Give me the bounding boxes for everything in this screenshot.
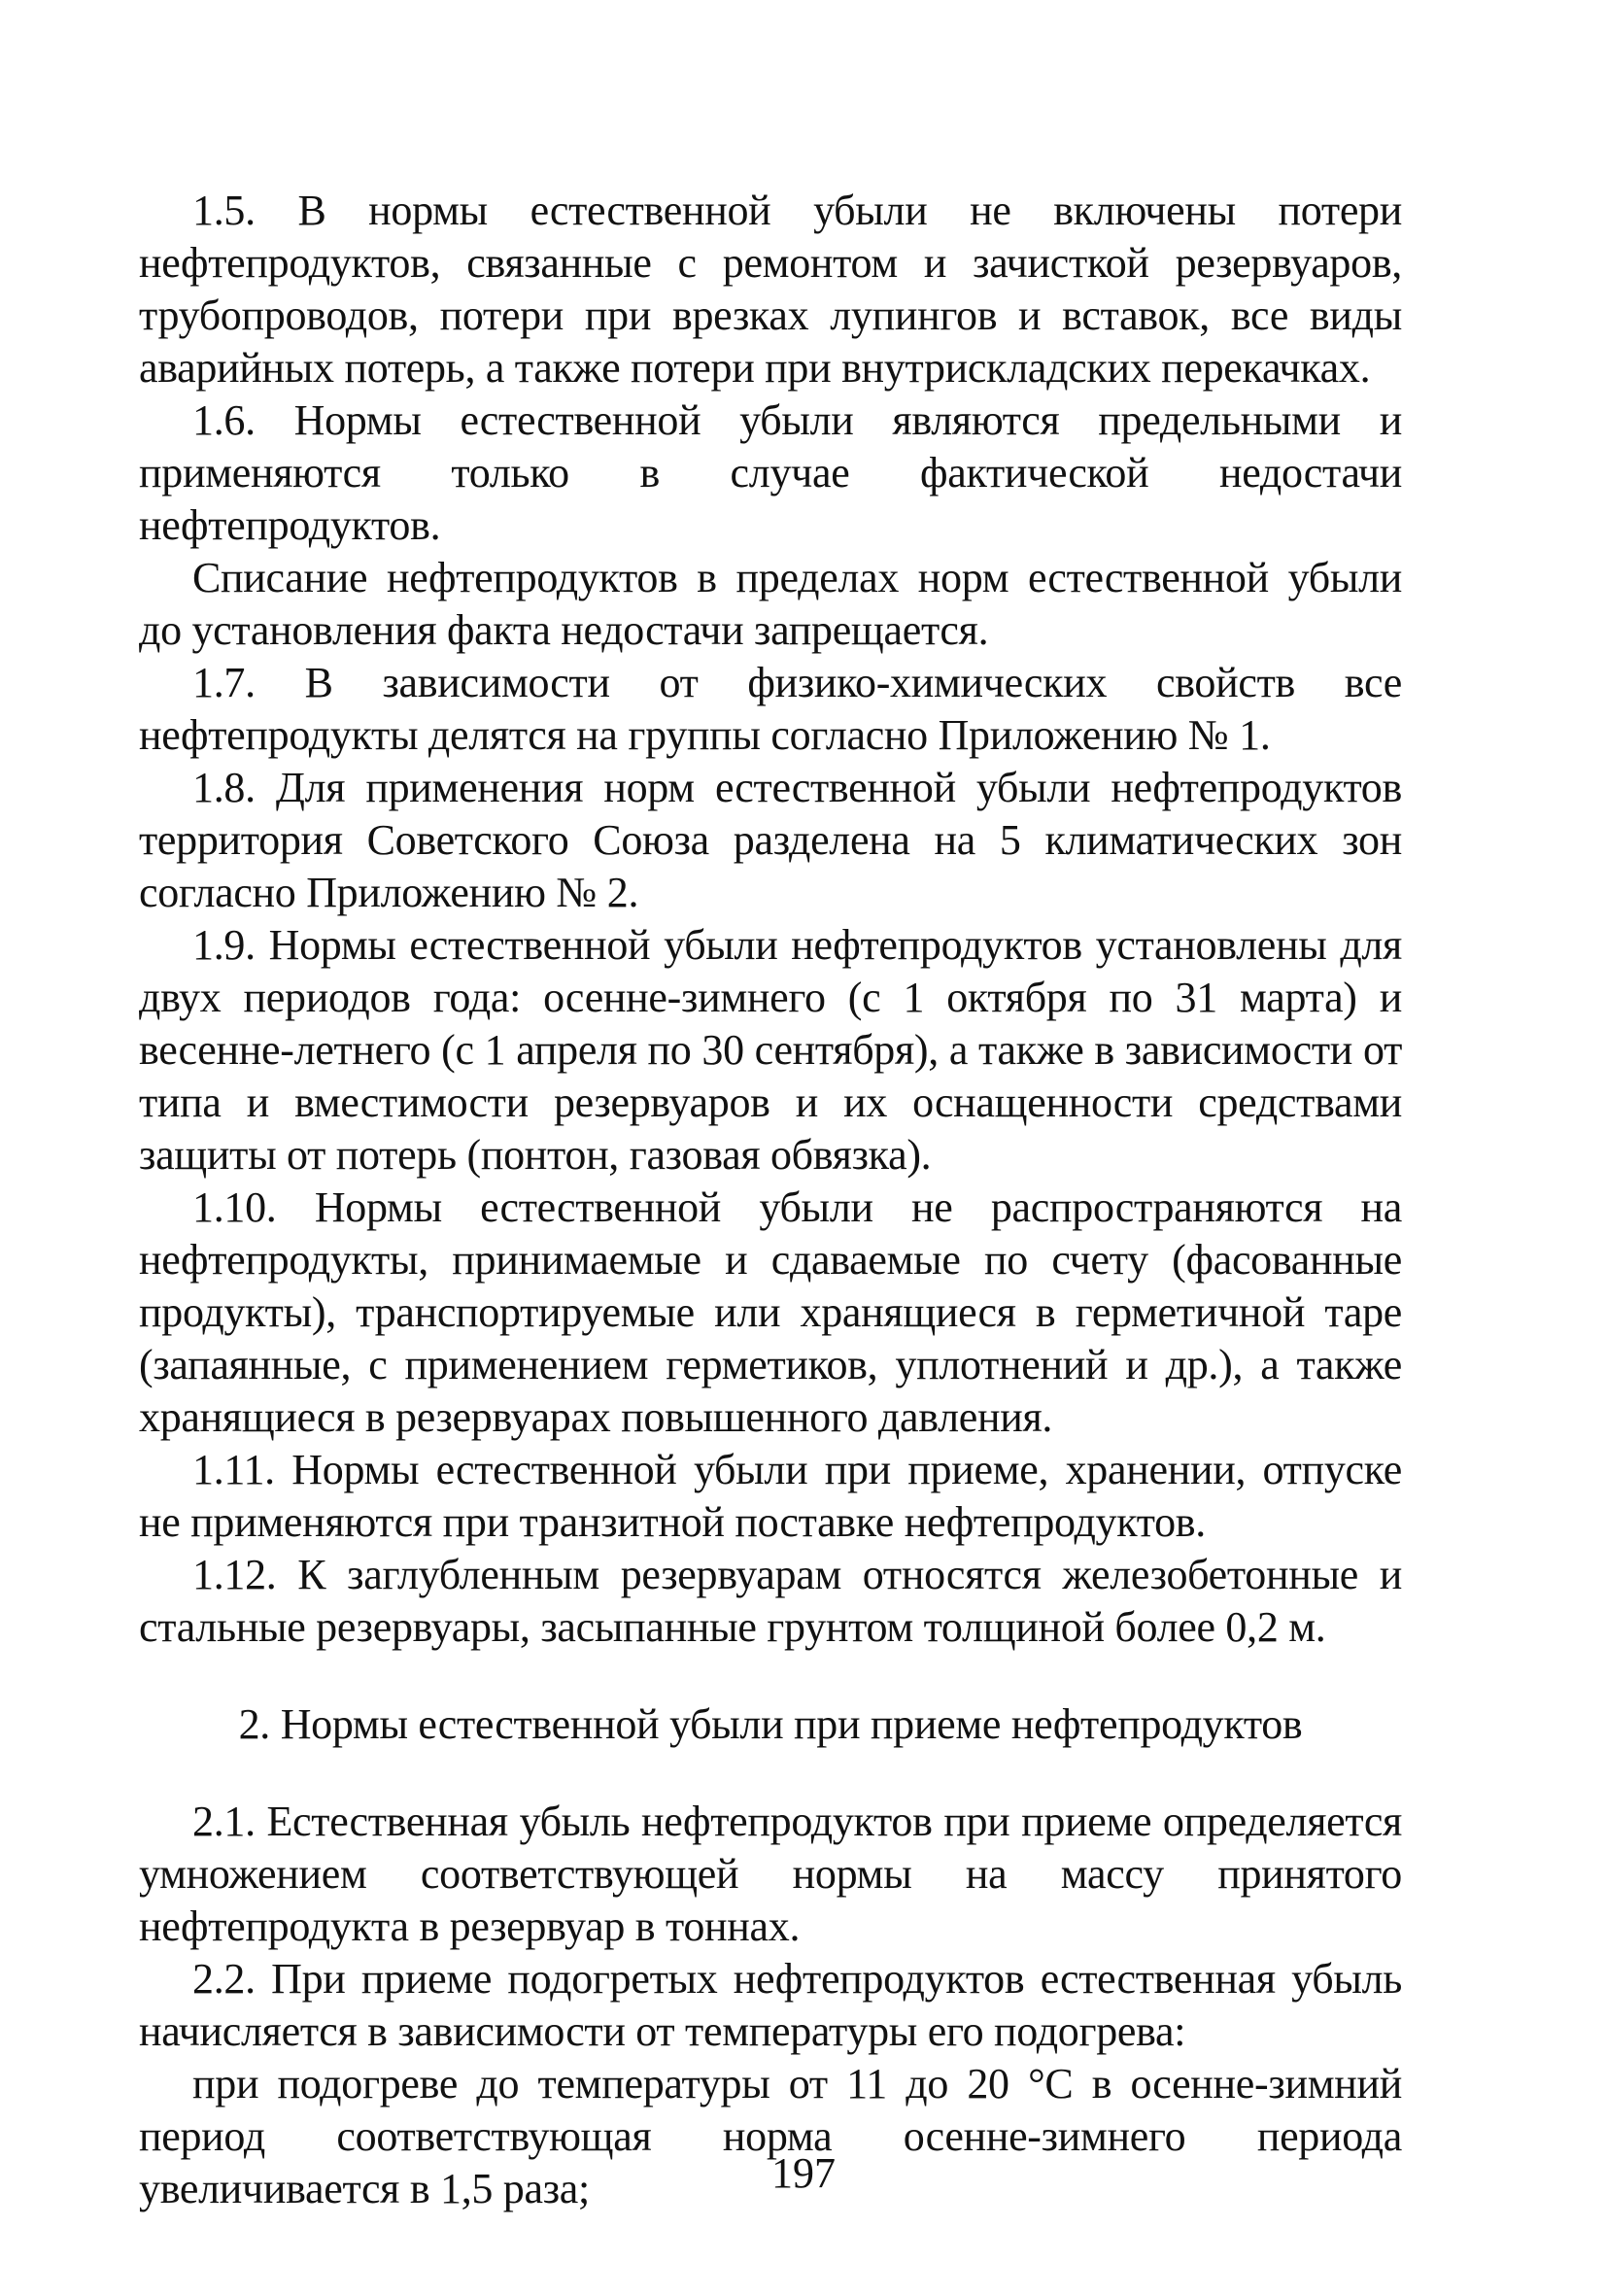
paragraph-1-9: 1.9. Нормы естественной убыли нефтепродуктов установлены для двух периодов года: осенне-зимнего (с 1 октября по 31 марта) и весенне-летнего (с 1 апреля по 30 сентября), а также в зависимости от типа и вместимости резервуаров и их оснащенности средствами защиты от потерь (понтон, газовая обвязка). [139,921,1402,1179]
paragraph-1-5: 1.5. В нормы естественной убыли не включены потери нефтепродуктов, связанные с ремонтом и зачисткой резервуаров, трубопроводов, потери при врезках лупингов и вставок, все виды аварийных потерь, а также потери при внутрискладских перекачках. [139,187,1402,392]
page-body [139,185,1402,2215]
paragraph-1-10: 1.10. Нормы естественной убыли не распространяются на нефтепродукты, принимаемые и сдаваемые по счету (фасованные продукты), транспортируемые или хранящиеся в герметичной таре (запаянные, с применением герметиков, уплотнений и др.), а также хранящиеся в резервуарах повышенного давления. [139,1183,1402,1441]
section-heading: 2. Нормы естественной убыли при приеме нефтепродуктов [238,1700,1303,1748]
paragraph-1-8: 1.8. Для применения норм естественной убыли нефтепродуктов территория Советского Союза разделена на 5 климатических зон согласно Приложению № 2. [139,764,1402,916]
paragraph-1-12: 1.12. К заглубленным резервуарам относятся железобетонные и стальные резервуары, засыпанные грунтом толщиной более 0,2 м. [139,1551,1402,1651]
paragraph-1-6: 1.6. Нормы естественной убыли являются предельными и применяются только в случае фактической недостачи нефтепродуктов. [139,396,1402,549]
paragraph-2-2: 2.2. При приеме подогретых нефтепродуктов естественная убыль начисляется в зависимости от температуры его подогрева: [139,1955,1402,2055]
paragraph-write-off: Списание нефтепродуктов в пределах норм естественной убыли до установления факта недостачи запрещается. [139,554,1402,654]
paragraph-1-7: 1.7. В зависимости от физико-химических свойств все нефтепродукты делятся на группы согласно Приложению № 1. [139,659,1402,759]
paragraph-1-11: 1.11. Нормы естественной убыли при приеме, хранении, отпуске не применяются при транзитной поставке нефтепродуктов. [139,1446,1402,1546]
paragraph-2-1: 2.1. Естественная убыль нефтепродуктов при приеме определяется умножением соответствующей нормы на массу принятого нефтепродукта в резервуар в тоннах. [139,1798,1402,1950]
page-number: 197 [771,2149,836,2197]
paragraph-heating: при подогреве до температуры от 11 до 20 °С в осенне-зимний период соответствующая норма осенне-зимнего периода увеличивается в 1,5 раза; [139,2060,1402,2212]
